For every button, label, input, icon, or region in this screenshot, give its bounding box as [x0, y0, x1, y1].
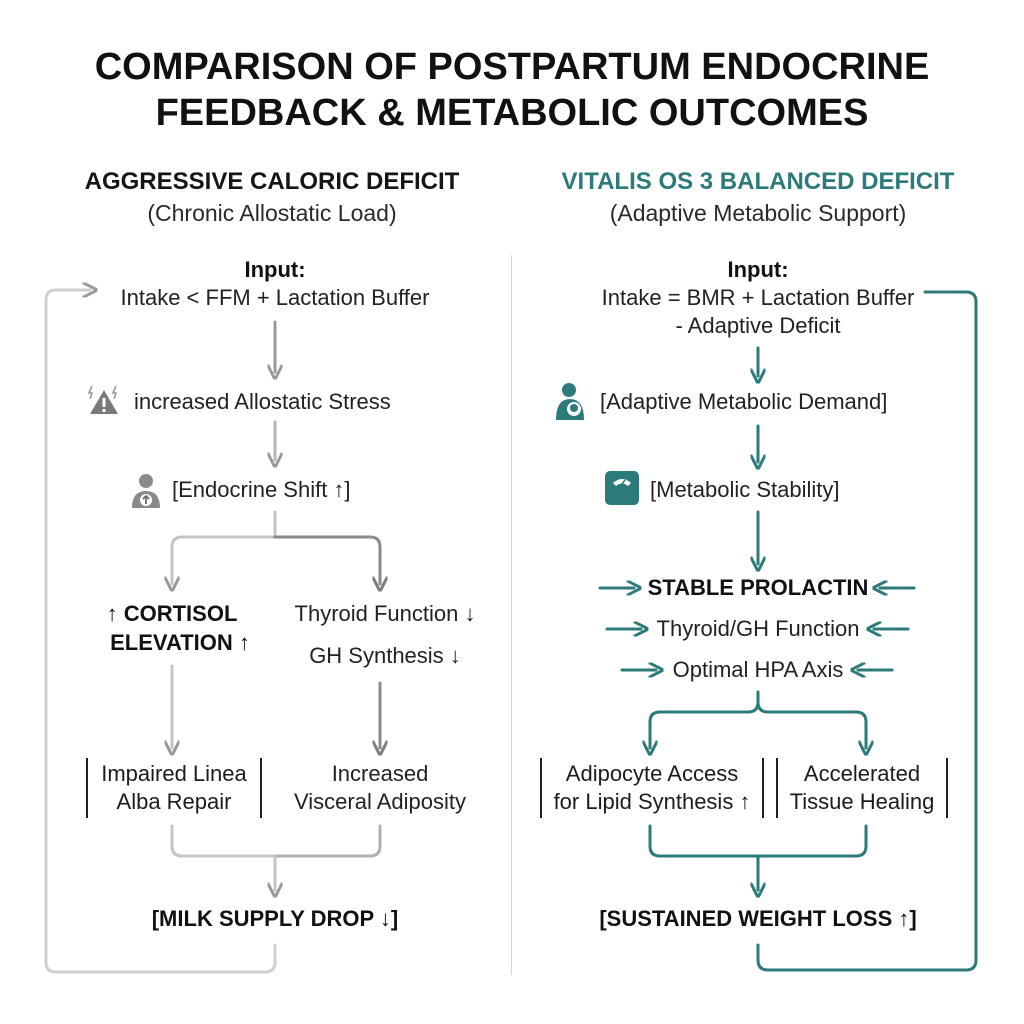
left-split-light: [172, 512, 275, 584]
right-merge: [650, 826, 866, 856]
left-split-dark: [275, 537, 380, 584]
warning-lightning-icon: [86, 384, 122, 418]
left-input-text: Intake < FFM + Lactation Buffer: [120, 285, 430, 310]
page-title-line2: FEEDBACK & METABOLIC OUTCOMES: [155, 92, 869, 134]
left-subheading: (Chronic Allostatic Load): [147, 200, 397, 226]
left-stress-label: increased Allostatic Stress: [134, 389, 391, 414]
right-adipocyte-line1: Adipocyte Access: [565, 761, 739, 786]
right-input-line2: - Adaptive Deficit: [675, 313, 841, 338]
right-healing-line2: Tissue Healing: [789, 789, 935, 814]
left-gh-label: GH Synthesis ↓: [309, 643, 461, 668]
right-adipocyte-box: [540, 758, 764, 818]
right-thyroid-gh-label: Thyroid/GH Function: [656, 616, 860, 641]
left-merge-light: [172, 826, 275, 856]
left-linea-box: [86, 758, 262, 818]
right-healing-line1: Accelerated: [803, 761, 921, 786]
right-split-brace: [650, 692, 866, 748]
left-linea-line1: Impaired Linea: [101, 761, 247, 786]
left-endocrine-label: [Endocrine Shift ↑]: [172, 477, 351, 502]
right-input-label: Input:: [727, 257, 789, 282]
right-healing-box: [776, 758, 948, 818]
right-demand-label: [Adaptive Metabolic Demand]: [600, 389, 888, 414]
left-outcome: [MILK SUPPLY DROP ↓]: [151, 906, 399, 931]
right-input-line1: Intake = BMR + Lactation Buffer: [601, 285, 915, 310]
mother-baby-icon: [554, 382, 590, 422]
left-visceral-line1: Increased: [331, 761, 429, 786]
left-merge-dark: [275, 826, 380, 856]
left-cortisol-line1: ↑ CORTISOL: [106, 601, 238, 626]
right-stability-label: [Metabolic Stability]: [650, 477, 840, 502]
left-heading: AGGRESSIVE CALORIC DEFICIT: [84, 168, 460, 195]
right-subheading: (Adaptive Metabolic Support): [609, 200, 907, 226]
page-title-line1: COMPARISON OF POSTPARTUM ENDOCRINE: [94, 46, 930, 88]
person-up-arrow-icon: [128, 472, 164, 510]
left-visceral-line2: Visceral Adiposity: [293, 789, 466, 814]
left-cortisol-line2: ELEVATION ↑: [110, 630, 250, 655]
left-thyroid-label: Thyroid Function ↓: [294, 601, 476, 626]
right-prolactin-label: STABLE PROLACTIN: [647, 575, 869, 600]
right-adipocyte-line2: for Lipid Synthesis ↑: [553, 789, 751, 814]
left-input-label: Input:: [244, 257, 306, 282]
right-heading: VITALIS OS 3 BALANCED DEFICIT: [561, 168, 955, 195]
right-outcome: [SUSTAINED WEIGHT LOSS ↑]: [599, 906, 917, 931]
right-hpa-label: Optimal HPA Axis: [672, 657, 844, 682]
scale-icon: [604, 470, 640, 506]
left-linea-line2: Alba Repair: [116, 789, 232, 814]
